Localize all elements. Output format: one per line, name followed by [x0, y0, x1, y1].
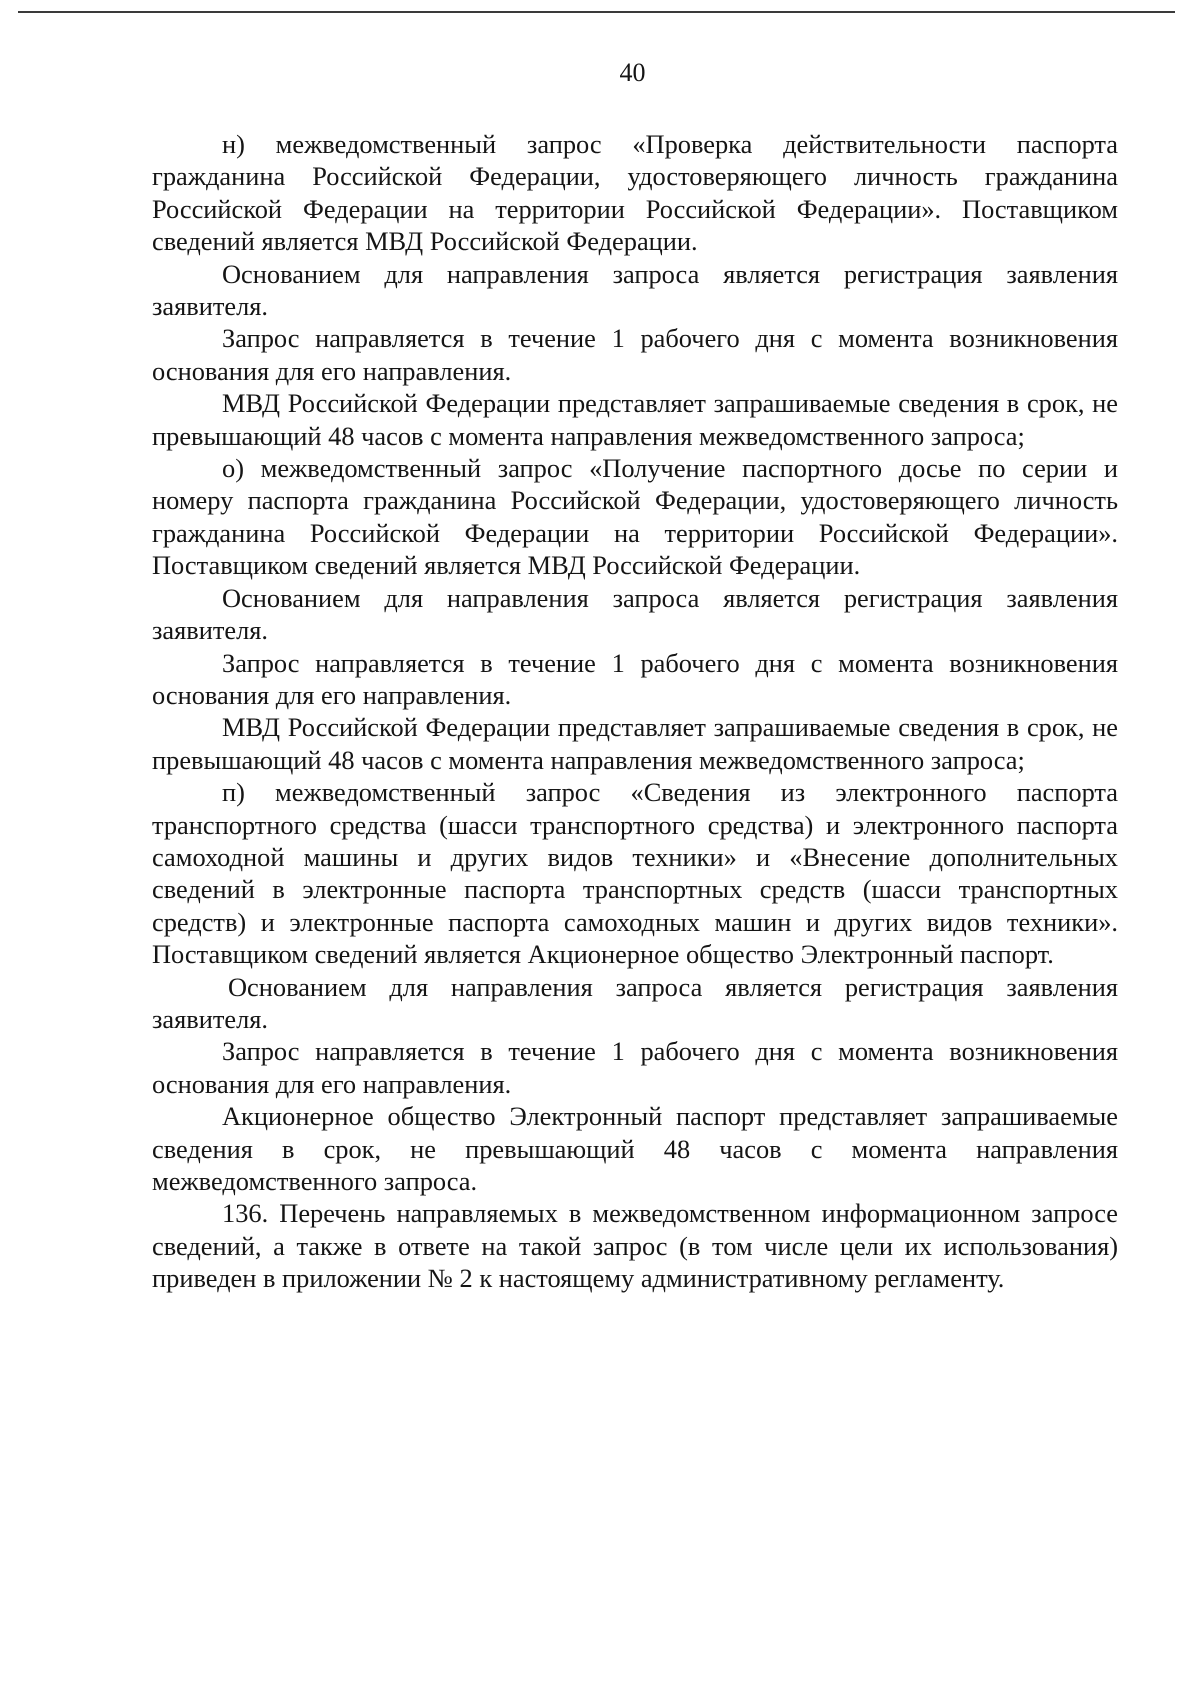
paragraph-p-timing: Запрос направляется в течение 1 рабочего дня с момента возникновения основания для его направления.	[152, 1036, 1118, 1099]
paragraph-n-response: МВД Российской Федерации представляет запрашиваемые сведения в срок, не превышающий 48 часов с момента направления межведомственного запроса;	[152, 388, 1118, 451]
paragraph-o-response: МВД Российской Федерации представляет запрашиваемые сведения в срок, не превышающий 48 часов с момента направления межведомственного запроса;	[152, 712, 1118, 775]
paragraph-o-request: о) межведомственный запрос «Получение паспортного досье по серии и номеру паспорта гражданина Российской Федерации, удостоверяющего личность гражданина Российской Федерации на территории Российской Федерации». Поставщиком сведений является МВД Российской Федерации.	[152, 453, 1118, 581]
top-border-line	[18, 11, 1175, 13]
paragraph-o-basis: Основанием для направления запроса является регистрация заявления заявителя.	[152, 582, 1118, 646]
paragraph-p-response: Акционерное общество Электронный паспорт представляет запрашиваемые сведения в срок, не превышающий 48 часов с момента направления межведомственного запроса.	[152, 1101, 1118, 1196]
paragraph-p-request: п) межведомственный запрос «Сведения из электронного паспорта транспортного средства (шасси транспортного средства) и электронного паспорта самоходной машины и других видов техники» и «Внесение дополнительных сведений в электронные паспорта транспортных средств (шасси транспортных средств) и электронные паспорта самоходных машин и других видов техники». Поставщиком сведений является Акционерное общество Электронный паспорт.	[152, 777, 1118, 970]
document-body	[152, 128, 1118, 1295]
paragraph-p-basis: Основанием для направления запроса является регистрация заявления заявителя.	[152, 971, 1118, 1034]
paragraph-136: 136. Перечень направляемых в межведомственном информационном запросе сведений, а также в ответе на такой запрос (в том числе цели их использования) приведен в приложении № 2 к настоящему административному регламенту.	[152, 1198, 1118, 1294]
paragraph-o-timing: Запрос направляется в течение 1 рабочего дня с момента возникновения основания для его направления.	[152, 647, 1118, 710]
paragraph-n-timing: Запрос направляется в течение 1 рабочего дня с момента возникновения основания для его направления.	[152, 323, 1118, 386]
page-number: 40	[619, 58, 646, 87]
paragraph-n-request: н) межведомственный запрос «Проверка действительности паспорта гражданина Российской Федерации, удостоверяющего личность гражданина Российской Федерации на территории Российской Федерации». Поставщиком сведений является МВД Российской Федерации.	[152, 129, 1118, 257]
paragraph-n-basis: Основанием для направления запроса является регистрация заявления заявителя.	[152, 258, 1118, 322]
